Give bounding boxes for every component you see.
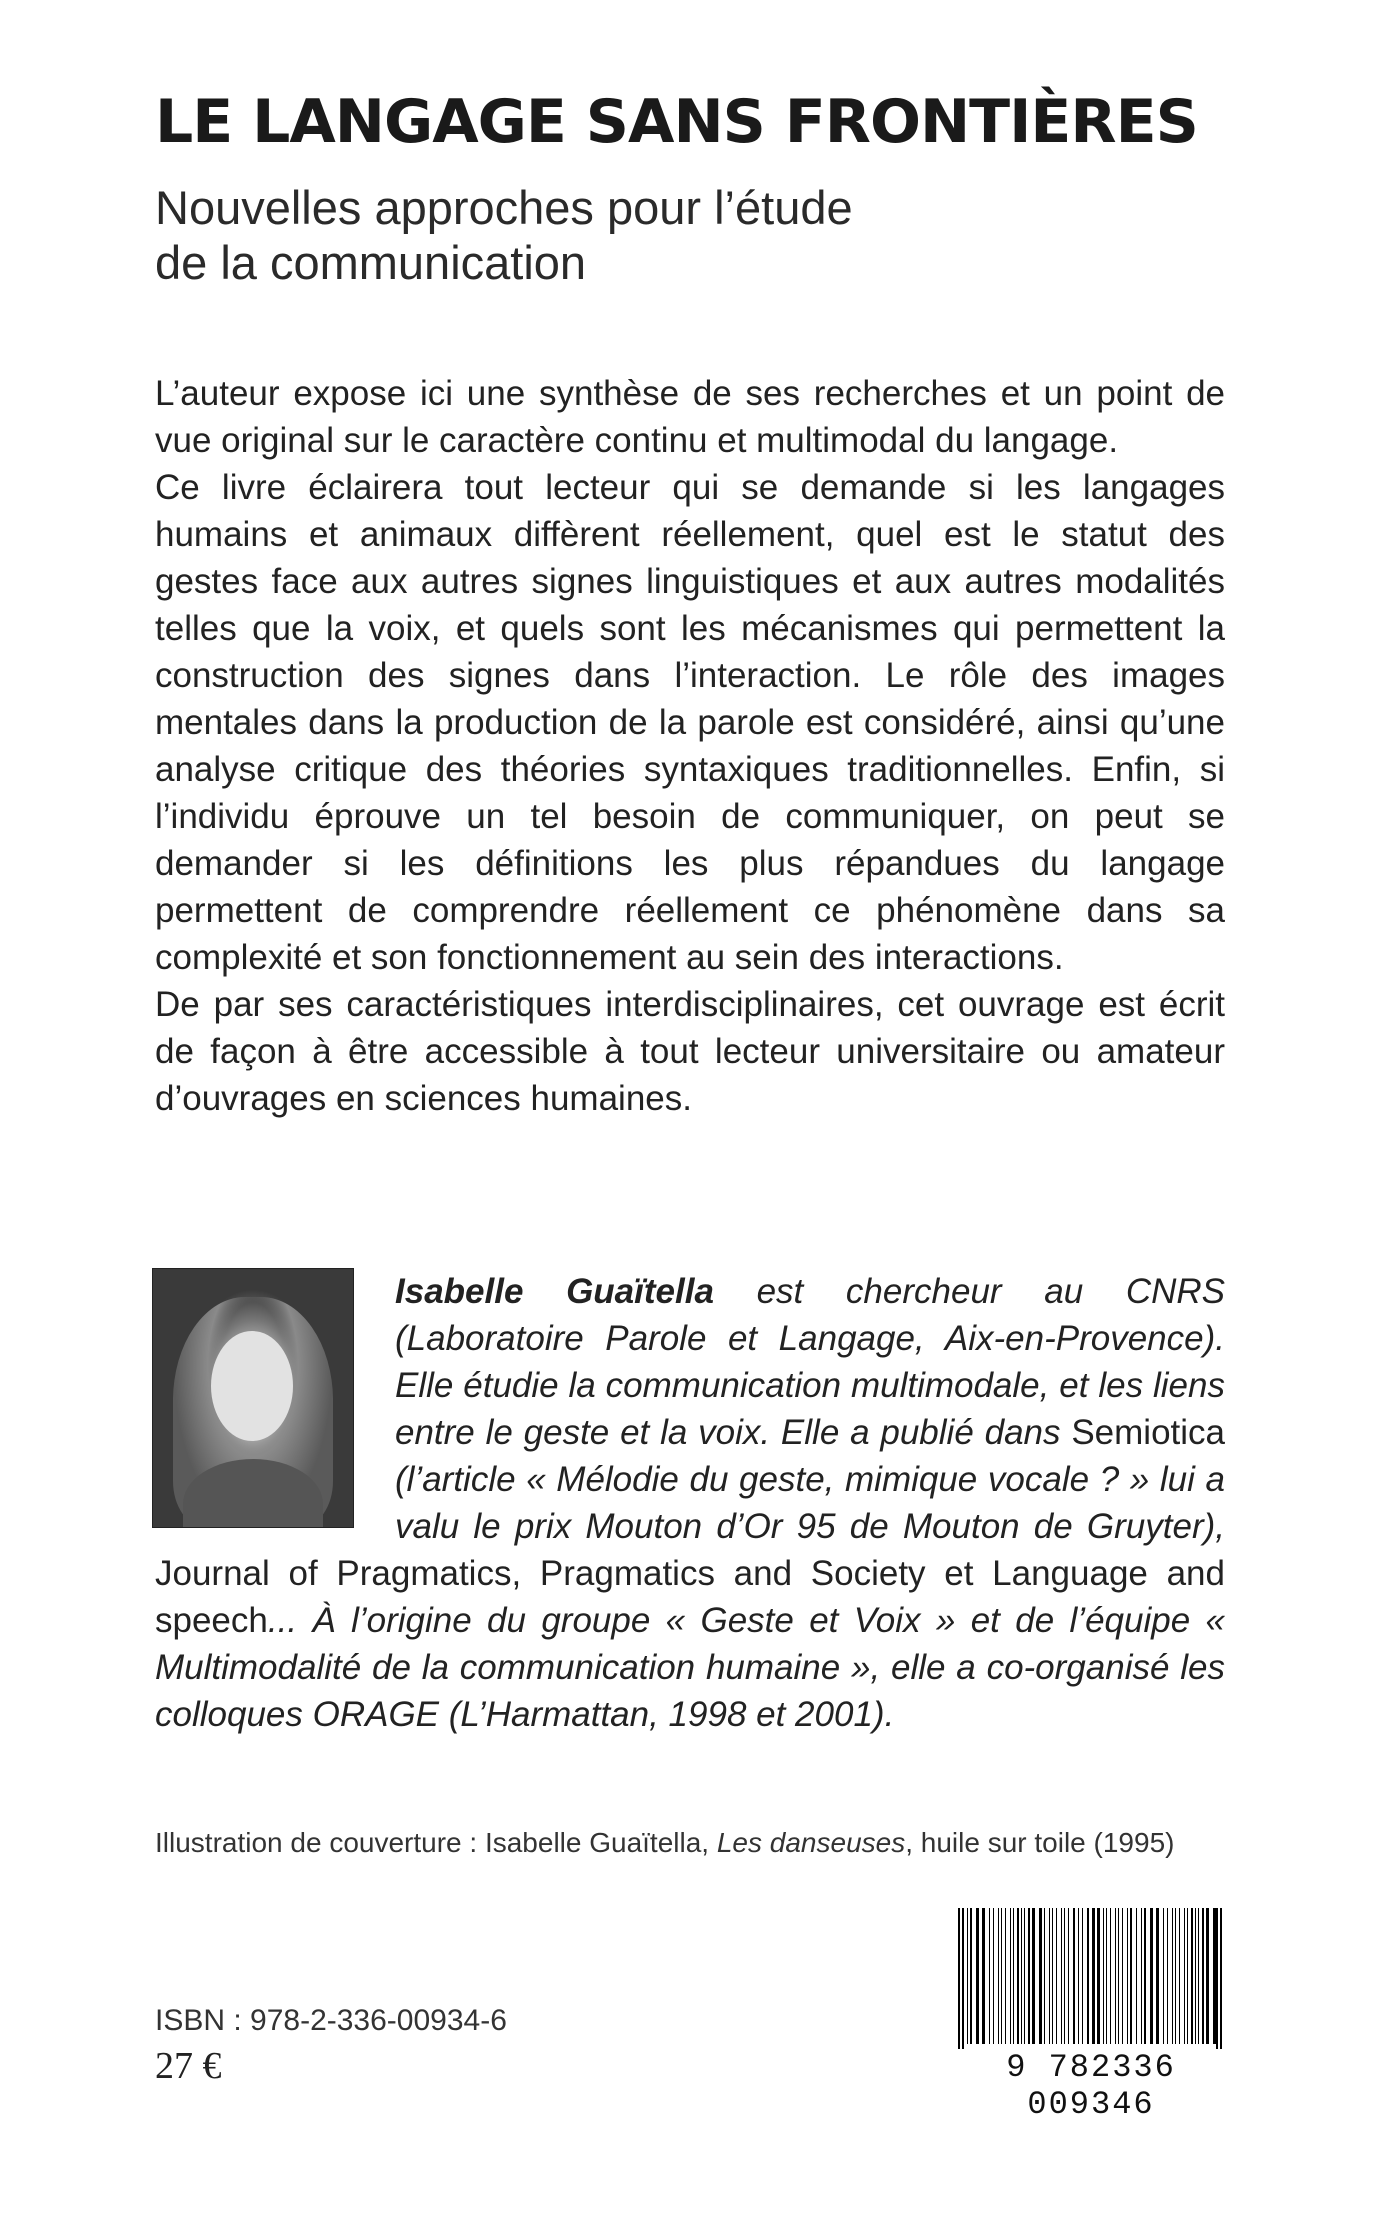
barcode-bar bbox=[1078, 1908, 1079, 2044]
barcode-bar bbox=[958, 1908, 960, 2058]
barcode-bar bbox=[1122, 1908, 1123, 2044]
barcode-bar bbox=[1156, 1908, 1159, 2044]
barcode-bar bbox=[1103, 1908, 1104, 2044]
barcode-bar bbox=[1195, 1908, 1196, 2044]
barcode-bar bbox=[1163, 1908, 1164, 2044]
barcode-bar bbox=[1198, 1908, 1199, 2044]
barcode-bar bbox=[1028, 1908, 1030, 2044]
barcode-bar bbox=[1010, 1908, 1011, 2044]
summary-paragraph-2: Ce livre éclairera tout lecteur qui se demande si les langages humains et animaux diffèrent réellement, quel est le statut des gestes face aux autres signes linguistiques et aux autres modalités telles que la voix, et quels sont les mécanismes qui permettent la construction des signes dans l’interaction. Le rôle des images mentales dans la production de la parole est considéré, ainsi qu’une analyse critique des théories syntaxiques traditionnelles. Enfin, si l’individu éprouve un tel besoin de communiquer, on peut se demander si les définitions les plus répandues du langage permettent de comprendre réellement ce phénomène dans sa complexité et son fonctionnement au sein des interactions. bbox=[155, 468, 1225, 977]
barcode-bar bbox=[967, 1908, 968, 2044]
barcode-bar bbox=[1064, 1908, 1065, 2044]
barcode-bar bbox=[1115, 1908, 1116, 2044]
barcode-bar bbox=[1167, 1908, 1168, 2044]
barcode-bar bbox=[1136, 1908, 1137, 2044]
barcode-digits: 9 782336 009346 bbox=[950, 2049, 1232, 2123]
barcode-bar bbox=[1017, 1908, 1019, 2044]
barcode-bar bbox=[1202, 1908, 1204, 2044]
barcode-bar bbox=[1049, 1908, 1050, 2044]
barcode bbox=[950, 1908, 1232, 2123]
barcode-bar bbox=[1052, 1908, 1053, 2044]
cover-illustration-credit bbox=[155, 1820, 1225, 1866]
barcode-bar bbox=[1092, 1908, 1095, 2044]
barcode-bar bbox=[1144, 1908, 1146, 2044]
barcode-bar bbox=[1110, 1908, 1111, 2044]
barcode-bar bbox=[1082, 1908, 1083, 2044]
summary-paragraph-3: De par ses caractéristiques interdisciplinaires, cet ouvrage est écrit de façon à être accessible à tout lecteur universitaire ou amateur d’ouvrages en sciences humaines. bbox=[155, 985, 1225, 1118]
price: 27 € bbox=[155, 2045, 222, 2087]
isbn: ISBN : 978-2-336-00934-6 bbox=[155, 2004, 507, 2037]
credit-prefix: Illustration de couverture : Isabelle Guaïtella, bbox=[155, 1827, 717, 1858]
journal-list: Journal of Pragmatics, Pragmatics and Society et Language and speech bbox=[155, 1554, 1225, 1640]
barcode-bar bbox=[1141, 1908, 1142, 2044]
author-bio-part-1: est chercheur au CNRS (Laboratoire Parole et Langage, Aix-en-Provence). Elle étudie la communication multimodale, et les liens entre le geste et la voix. Elle a publié dans bbox=[395, 1272, 1225, 1452]
barcode-bar bbox=[1106, 1908, 1107, 2044]
barcode-bar bbox=[1130, 1908, 1132, 2044]
barcode-bar bbox=[1175, 1908, 1176, 2044]
book-subtitle bbox=[155, 180, 1055, 290]
barcode-bar bbox=[1213, 1908, 1216, 2044]
author-bio-part-3: ... À l’origine du groupe « Geste et Voix » et de l’équipe « Multimodalité de la communication humaine », elle a co-organisé les colloques ORAGE (L’Harmattan, 1998 et 2001). bbox=[155, 1601, 1225, 1734]
author-bio-part-2: (l’article « Mélodie du geste, mimique vocale ? » lui a valu le prix Mouton d’Or 95 de Mouton de Gruyter), bbox=[395, 1460, 1225, 1546]
barcode-bar bbox=[1191, 1908, 1193, 2044]
barcode-bar bbox=[982, 1908, 985, 2044]
barcode-bar bbox=[1056, 1908, 1057, 2044]
barcode-bar bbox=[1179, 1908, 1180, 2044]
barcode-bar bbox=[989, 1908, 990, 2044]
barcode-bar bbox=[970, 1908, 972, 2044]
barcode-bar bbox=[962, 1908, 964, 2058]
barcode-bar bbox=[1044, 1908, 1045, 2044]
barcode-bar bbox=[1206, 1908, 1209, 2044]
credit-work-title: Les danseuses bbox=[716, 1827, 906, 1858]
barcode-bar bbox=[1005, 1908, 1006, 2044]
barcode-bar bbox=[1073, 1908, 1075, 2044]
credit-suffix: , huile sur toile (1995) bbox=[905, 1827, 1175, 1858]
author-bio bbox=[155, 1268, 1225, 1738]
book-title: LE LANGAGE SANS FRONTIÈRES bbox=[155, 87, 1198, 157]
barcode-bar bbox=[1127, 1908, 1128, 2044]
barcode-bar bbox=[976, 1908, 979, 2044]
barcode-bar bbox=[1032, 1908, 1035, 2044]
barcode-bar bbox=[1001, 1908, 1002, 2044]
barcode-bar bbox=[1216, 1908, 1218, 2058]
barcode-bar bbox=[1087, 1908, 1089, 2044]
summary-paragraph-1: L’auteur expose ici une synthèse de ses recherches et un point de vue original sur le caractère continu et multimodal du langage. bbox=[155, 374, 1225, 460]
barcode-bar bbox=[1172, 1908, 1173, 2044]
summary-text bbox=[155, 370, 1225, 1122]
barcode-bar bbox=[1021, 1908, 1022, 2044]
barcode-bar bbox=[1118, 1908, 1119, 2044]
barcode-bar bbox=[1039, 1908, 1042, 2044]
barcode-bar bbox=[1150, 1908, 1153, 2044]
barcode-bar bbox=[1097, 1908, 1100, 2044]
barcode-bar bbox=[1013, 1908, 1014, 2044]
barcode-bar bbox=[993, 1908, 994, 2044]
journal-semiotica: Semiotica bbox=[1071, 1413, 1225, 1452]
author-name: Isabelle Guaïtella bbox=[395, 1272, 714, 1311]
barcode-bar bbox=[1184, 1908, 1185, 2044]
barcode-bar bbox=[998, 1908, 999, 2044]
barcode-bar bbox=[1024, 1908, 1025, 2044]
barcode-bar bbox=[1220, 1908, 1222, 2058]
barcode-bar bbox=[1061, 1908, 1062, 2044]
barcode-bar bbox=[1068, 1908, 1069, 2044]
subtitle-line-2: de la communication bbox=[155, 236, 587, 289]
barcode-bar bbox=[1187, 1908, 1188, 2044]
subtitle-line-1: Nouvelles approches pour l’étude bbox=[155, 181, 853, 234]
